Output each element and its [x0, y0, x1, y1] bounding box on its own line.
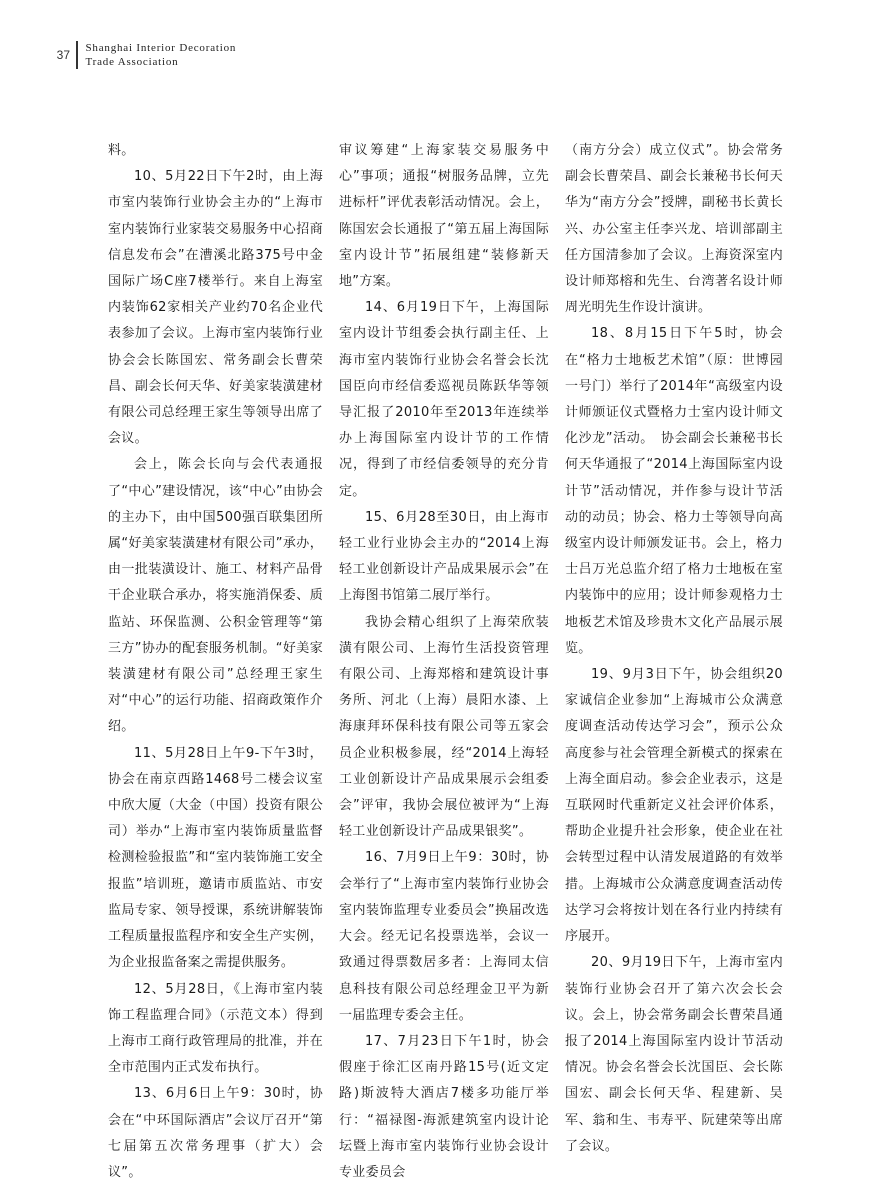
paragraph: 料。 [108, 143, 135, 158]
paragraph: 10、5月22日下午2时，由上海市室内装饰行业协会主办的“上海市室内装饰行业家装交易服务中心招商信息发布会”在漕溪北路375号中金国际广场C座7楼举行。来自上海室内装饰62家相关产业约70名企业代表参加了会议。上海市室内装饰行业协会会长陈国宏、常务副会长曹荣昌、副会长何天华、好美家装潢建材有限公司总经理王家生等领导出席了会议。 [108, 169, 323, 447]
association-name [86, 41, 237, 69]
text-column-2 [339, 138, 549, 1186]
paragraph: 11、5月28日上午9-下午3时，协会在南京西路1468号二楼会议室中欣大厦（大金（中国）投资有限公司）举办“上海市室内装饰质量监督检测检验报监”和“室内装饰施工安全报监”培训班，邀请市质监站、市安监局专家、领导授课，系统讲解装饰工程质量报监程序和安全生产实例，为企业报监备案之需提供服务。 [108, 745, 323, 971]
paragraph: 我协会精心组织了上海荣欣装潢有限公司、上海竹生活投资管理有限公司、上海郑榕和建筑设计事务所、河北（上海）晨阳水漆、上海康拜环保科技有限公司等五家会员企业积极参展，经“2014上海轻工业创新设计产品成果展示会组委会”评审，我协会展位被评为“上海轻工业创新设计产品成果银奖”。 [339, 614, 549, 840]
paragraph: 15、6月28至30日，由上海市轻工业行业协会主办的“2014上海轻工业创新设计产品成果展示会”在上海图书馆第二展厅举行。 [339, 509, 549, 604]
paragraph: 12、5月28日，《上海市室内装饰工程监理合同》（示范文本）得到上海市工商行政管理局的批准，并在全市范围内正式发布执行。 [108, 981, 323, 1076]
association-name-line-2: Trade Association [85, 56, 179, 68]
paragraph: 20、9月19日下午，上海市室内装饰行业协会召开了第六次会长会议。会上，协会常务副会长曹荣昌通报了2014上海国际室内设计节活动情况。协会名誉会长沈国臣、会长陈国宏、副会长何天华、程建新、吴军、翁和生、韦寿平、阮建荣等出席了会议。 [565, 955, 783, 1154]
article-body [0, 138, 884, 1178]
paragraph: 13、6月6日上午9：30时，协会在“中环国际酒店”会议厅召开“第七届第五次常务理事（扩大）会议”。 [108, 1086, 323, 1180]
association-name-line-1: Shanghai Interior Decoration [85, 42, 237, 54]
paragraph: 19、9月3日下午，协会组织20家诚信企业参加“上海城市公众满意度调查活动传达学习会”，预示公众高度参与社会管理全新模式的探索在上海全面启动。参会企业表示，这是互联网时代重新定义社会评价体系，帮助企业提升社会形象，使企业在社会转型过程中认清发展道路的有效举措。上海城市公众满意度调查活动传达学习会将按计划在各行业内持续有序展开。 [565, 667, 783, 945]
paragraph: 16、7月9日上午9：30时，协会举行了“上海市室内装饰行业协会室内装饰监理专业委员会”换届改选大会。经无记名投票选举，会议一致通过得票数居多者：上海同太信息科技有限公司总经理金卫平为新一届监理专委会主任。 [339, 850, 549, 1023]
page-number: 37 [56, 48, 70, 62]
header-divider [76, 41, 78, 69]
page-header [40, 40, 236, 70]
paragraph: 审议筹建“上海家装交易服务中心”事项；通报“树服务品牌，立先进标杆”评优表彰活动情况。会上，陈国宏会长通报了“第五届上海国际室内设计节”拓展组建“装修新天地”方案。 [339, 143, 549, 290]
paragraph: 14、6月19日下午，上海国际室内设计节组委会执行副主任、上海市室内装饰行业协会名誉会长沈国臣向市经信委巡视员陈跃华等领导汇报了2010年至2013年连续举办上海国际室内设计节的工作情况，得到了市经信委领导的充分肯定。 [339, 300, 549, 499]
paragraph: 会上，陈会长向与会代表通报了“中心”建设情况，该“中心”由协会的主办下，由中国500强百联集团所属“好美家装潢建材有限公司”承办，由一批装潢设计、施工、材料产品骨干企业联合承办，将实施消保委、质监站、环保监测、公积金管理等“第三方”协办的配套服务机制。“好美家装潢建材有限公司”总经理王家生对“中心”的运行功能、招商政策作介绍。 [108, 457, 323, 735]
paragraph: 17、7月23日下午1时，协会假座于徐汇区南丹路15号(近文定路)斯波特大酒店7楼多功能厅举行：“福禄图-海派建筑室内设计论坛暨上海市室内装饰行业协会设计专业委员会 [339, 1033, 549, 1180]
text-column-1 [108, 138, 323, 1186]
text-column-3 [565, 138, 783, 1160]
paragraph: 18、8月15日下午5时，协会在“格力士地板艺术馆”（原：世博园一号门）举行了2014年“高级室内设计师颁证仪式暨格力士室内设计师文化沙龙”活动。 协会副会长兼秘书长何天华通报了“2014上海国际室内设计节”活动情况，并作参与设计节活动的动员；协会、格力士等领导向高级室内设计师颁发证书。会上，格力士吕万光总监介绍了格力士地板在室内装饰中的应用；设计师参观格力士地板艺术馆及珍贵木文化产品展示展览。 [565, 326, 783, 656]
paragraph: （南方分会）成立仪式”。协会常务副会长曹荣昌、副会长兼秘书长何天华为“南方分会”授牌，副秘书长黄长兴、办公室主任李兴龙、培训部副主任方国清参加了会议。上海资深室内设计师郑榕和先生、台湾著名设计师周光明先生作设计演讲。 [565, 143, 783, 316]
